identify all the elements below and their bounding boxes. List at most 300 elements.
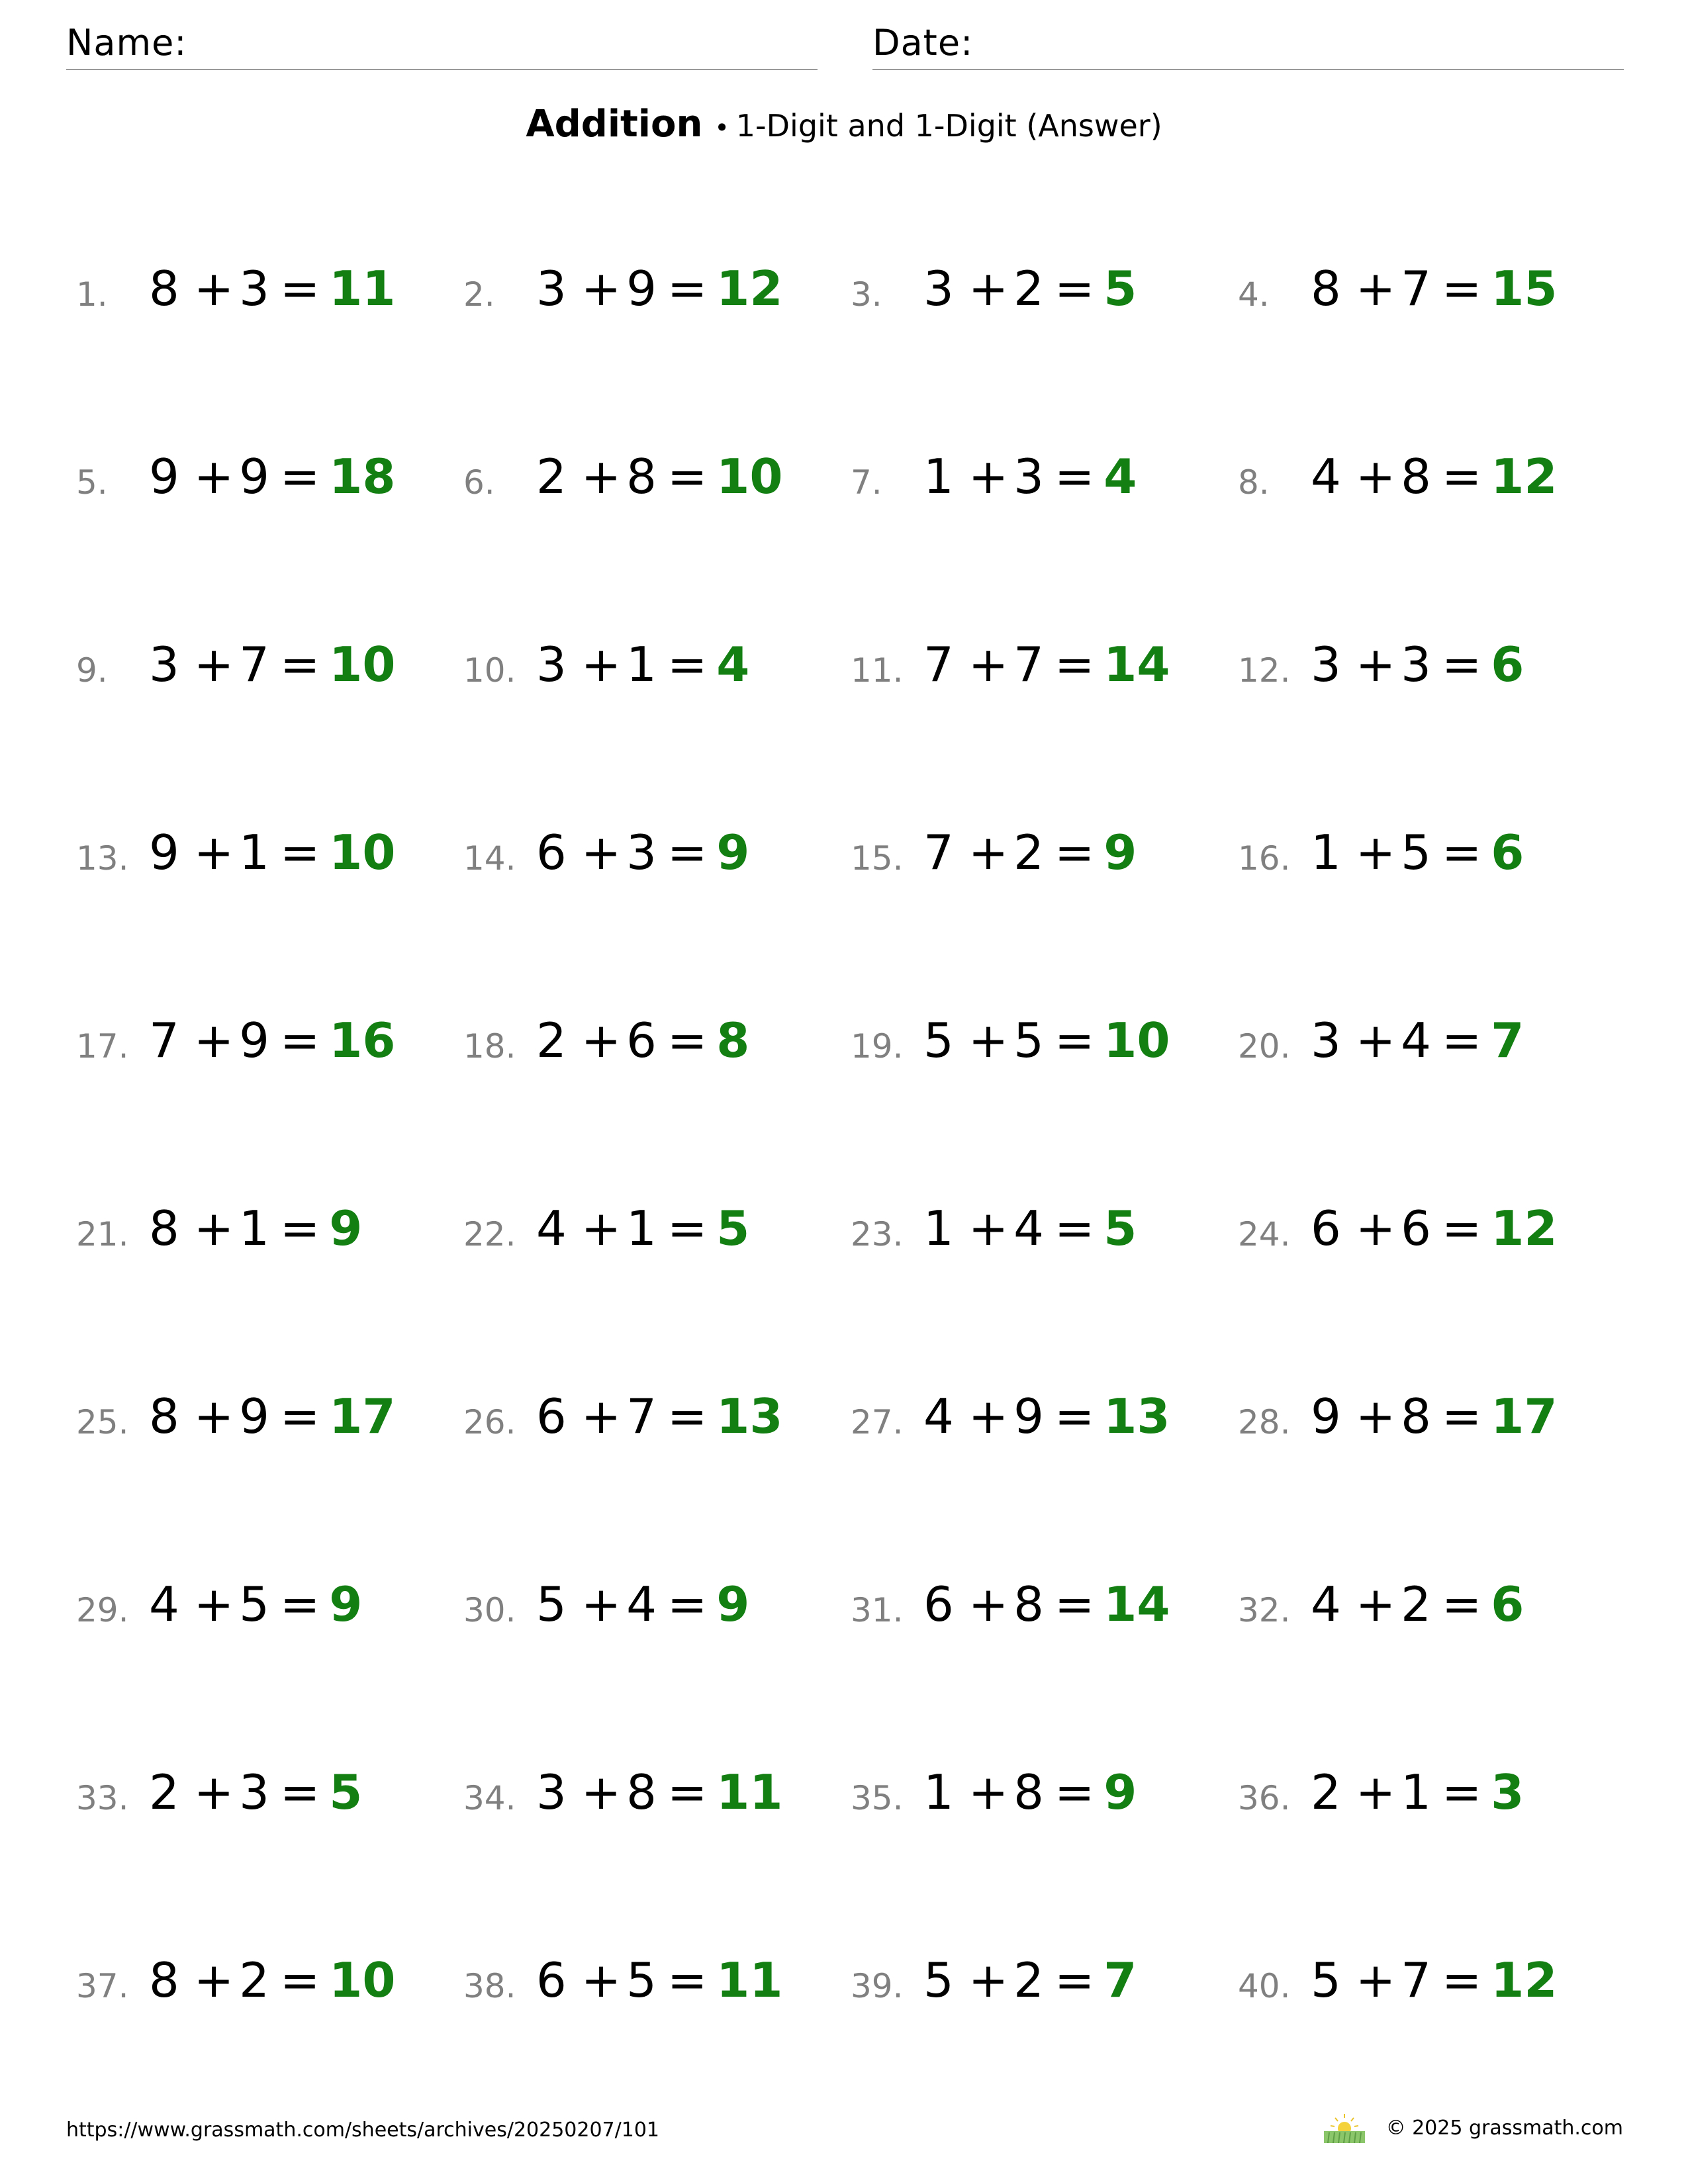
first-addend: 2 xyxy=(1311,1764,1341,1820)
problem-item xyxy=(463,1013,847,1096)
first-addend: 4 xyxy=(1311,449,1341,504)
first-addend: 3 xyxy=(536,261,567,316)
plus-operator: + xyxy=(968,449,1009,504)
problem-number: 26. xyxy=(463,1403,516,1441)
equals-sign: = xyxy=(279,1764,320,1820)
problem-number: 11. xyxy=(851,651,904,690)
problem-item xyxy=(76,1013,460,1096)
equals-sign: = xyxy=(279,1576,320,1632)
problem-item xyxy=(463,261,847,344)
equals-sign: = xyxy=(1054,449,1095,504)
answer: 5 xyxy=(1103,261,1137,316)
problem-equation xyxy=(536,449,783,504)
problem-equation xyxy=(149,1952,396,2008)
problem-number: 9. xyxy=(76,651,108,690)
first-addend: 3 xyxy=(536,637,567,692)
date-label: Date: xyxy=(872,22,974,64)
problem-number: 22. xyxy=(463,1215,516,1253)
problem-item xyxy=(76,637,460,720)
second-addend: 6 xyxy=(1401,1201,1431,1256)
second-addend: 7 xyxy=(626,1388,657,1444)
first-addend: 3 xyxy=(149,637,179,692)
footer-url[interactable]: https://www.grassmath.com/sheets/archives/20250207/101 xyxy=(66,2118,660,2142)
answer: 4 xyxy=(1103,449,1137,504)
second-addend: 8 xyxy=(626,1764,657,1820)
equals-sign: = xyxy=(667,637,708,692)
plus-operator: + xyxy=(968,1576,1009,1632)
problem-item xyxy=(851,1013,1235,1096)
plus-operator: + xyxy=(193,637,234,692)
first-addend: 4 xyxy=(149,1576,179,1632)
second-addend: 5 xyxy=(1401,825,1431,880)
second-addend: 3 xyxy=(239,1764,269,1820)
problem-item xyxy=(851,1576,1235,1660)
answer: 5 xyxy=(1103,1201,1137,1256)
first-addend: 3 xyxy=(1311,637,1341,692)
problem-equation xyxy=(923,825,1137,880)
problem-number: 36. xyxy=(1238,1779,1291,1817)
second-addend: 9 xyxy=(239,1013,269,1068)
problem-number: 37. xyxy=(76,1967,129,2005)
plus-operator: + xyxy=(968,825,1009,880)
problem-equation xyxy=(149,1576,363,1632)
problem-number: 30. xyxy=(463,1591,516,1629)
first-addend: 5 xyxy=(1311,1952,1341,2008)
answer: 9 xyxy=(716,825,750,880)
answer: 13 xyxy=(1103,1388,1170,1444)
equals-sign: = xyxy=(667,825,708,880)
plus-operator: + xyxy=(968,261,1009,316)
problem-equation xyxy=(1311,1388,1558,1444)
problem-number: 40. xyxy=(1238,1967,1291,2005)
problem-equation xyxy=(1311,1764,1524,1820)
problem-number: 8. xyxy=(1238,463,1270,502)
problem-item xyxy=(76,1764,460,1848)
answer: 10 xyxy=(716,449,783,504)
second-addend: 8 xyxy=(626,449,657,504)
first-addend: 6 xyxy=(536,1952,567,2008)
problem-number: 14. xyxy=(463,839,516,878)
grass-sun-logo-icon xyxy=(1323,2113,1366,2144)
plus-operator: + xyxy=(193,1952,234,2008)
equals-sign: = xyxy=(279,1013,320,1068)
title-bullet: • xyxy=(714,113,729,142)
problem-number: 3. xyxy=(851,275,882,314)
problem-equation xyxy=(536,1388,783,1444)
equals-sign: = xyxy=(279,825,320,880)
problem-item xyxy=(1238,1764,1622,1848)
second-addend: 2 xyxy=(1013,825,1044,880)
plus-operator: + xyxy=(581,825,622,880)
second-addend: 9 xyxy=(239,1388,269,1444)
plus-operator: + xyxy=(968,1764,1009,1820)
equals-sign: = xyxy=(279,1201,320,1256)
first-addend: 8 xyxy=(149,1201,179,1256)
plus-operator: + xyxy=(581,1764,622,1820)
problem-number: 39. xyxy=(851,1967,904,2005)
problem-equation xyxy=(149,1764,363,1820)
equals-sign: = xyxy=(1054,1201,1095,1256)
problem-equation xyxy=(149,637,396,692)
first-addend: 4 xyxy=(1311,1576,1341,1632)
second-addend: 7 xyxy=(239,637,269,692)
problem-number: 12. xyxy=(1238,651,1291,690)
problem-number: 33. xyxy=(76,1779,129,1817)
first-addend: 2 xyxy=(149,1764,179,1820)
problem-number: 21. xyxy=(76,1215,129,1253)
first-addend: 8 xyxy=(149,1952,179,2008)
problem-number: 23. xyxy=(851,1215,904,1253)
problem-item xyxy=(76,1388,460,1472)
plus-operator: + xyxy=(1355,1013,1396,1068)
problem-equation xyxy=(536,1013,750,1068)
second-addend: 5 xyxy=(1013,1013,1044,1068)
equals-sign: = xyxy=(667,1013,708,1068)
second-addend: 2 xyxy=(1401,1576,1431,1632)
problem-equation xyxy=(149,825,396,880)
equals-sign: = xyxy=(1054,1764,1095,1820)
problem-number: 5. xyxy=(76,463,108,502)
second-addend: 3 xyxy=(1013,449,1044,504)
equals-sign: = xyxy=(667,449,708,504)
problem-number: 38. xyxy=(463,1967,516,2005)
plus-operator: + xyxy=(193,261,234,316)
first-addend: 4 xyxy=(923,1388,954,1444)
problem-item xyxy=(76,1201,460,1284)
problem-number: 29. xyxy=(76,1591,129,1629)
second-addend: 7 xyxy=(1013,637,1044,692)
first-addend: 1 xyxy=(1311,825,1341,880)
equals-sign: = xyxy=(1054,1576,1095,1632)
equals-sign: = xyxy=(667,1388,708,1444)
problem-number: 34. xyxy=(463,1779,516,1817)
problem-number: 6. xyxy=(463,463,495,502)
second-addend: 2 xyxy=(1013,261,1044,316)
answer: 7 xyxy=(1103,1952,1137,2008)
problem-equation xyxy=(149,261,396,316)
problem-item xyxy=(463,1576,847,1660)
plus-operator: + xyxy=(581,637,622,692)
problem-item xyxy=(76,825,460,908)
second-addend: 2 xyxy=(239,1952,269,2008)
problem-equation xyxy=(1311,449,1558,504)
first-addend: 1 xyxy=(923,449,954,504)
second-addend: 1 xyxy=(626,1201,657,1256)
plus-operator: + xyxy=(193,1576,234,1632)
problem-item xyxy=(851,1201,1235,1284)
first-addend: 7 xyxy=(923,825,954,880)
problem-number: 13. xyxy=(76,839,129,878)
problem-equation xyxy=(536,1952,783,2008)
second-addend: 3 xyxy=(1401,637,1431,692)
problem-equation xyxy=(536,1576,750,1632)
plus-operator: + xyxy=(968,1388,1009,1444)
problem-item xyxy=(463,1764,847,1848)
problem-equation xyxy=(923,1388,1170,1444)
equals-sign: = xyxy=(1441,637,1482,692)
answer: 7 xyxy=(1491,1013,1524,1068)
problem-item xyxy=(851,825,1235,908)
equals-sign: = xyxy=(1054,637,1095,692)
problem-number: 10. xyxy=(463,651,516,690)
answer: 16 xyxy=(329,1013,396,1068)
problem-number: 4. xyxy=(1238,275,1270,314)
second-addend: 3 xyxy=(239,261,269,316)
equals-sign: = xyxy=(279,449,320,504)
plus-operator: + xyxy=(968,1201,1009,1256)
problem-equation xyxy=(1311,637,1524,692)
problem-item xyxy=(1238,449,1622,532)
answer: 11 xyxy=(716,1952,783,2008)
second-addend: 9 xyxy=(626,261,657,316)
equals-sign: = xyxy=(667,1764,708,1820)
second-addend: 5 xyxy=(239,1576,269,1632)
second-addend: 4 xyxy=(1401,1013,1431,1068)
answer: 14 xyxy=(1103,637,1170,692)
problem-equation xyxy=(1311,1013,1524,1068)
first-addend: 1 xyxy=(923,1201,954,1256)
problem-number: 25. xyxy=(76,1403,129,1441)
problem-number: 17. xyxy=(76,1027,129,1066)
problem-item xyxy=(76,449,460,532)
plus-operator: + xyxy=(1355,1764,1396,1820)
second-addend: 6 xyxy=(626,1013,657,1068)
answer: 14 xyxy=(1103,1576,1170,1632)
problem-number: 20. xyxy=(1238,1027,1291,1066)
problem-item xyxy=(1238,825,1622,908)
second-addend: 7 xyxy=(1401,261,1431,316)
plus-operator: + xyxy=(581,1201,622,1256)
copyright-text: © 2025 grassmath.com xyxy=(1385,2116,1623,2140)
plus-operator: + xyxy=(581,261,622,316)
problem-item xyxy=(76,1952,460,2036)
second-addend: 5 xyxy=(626,1952,657,2008)
second-addend: 2 xyxy=(1013,1952,1044,2008)
first-addend: 5 xyxy=(923,1013,954,1068)
equals-sign: = xyxy=(1441,1764,1482,1820)
problem-item xyxy=(463,449,847,532)
equals-sign: = xyxy=(1441,1388,1482,1444)
second-addend: 8 xyxy=(1013,1576,1044,1632)
problem-number: 7. xyxy=(851,463,882,502)
second-addend: 4 xyxy=(626,1576,657,1632)
first-addend: 6 xyxy=(1311,1201,1341,1256)
problem-equation xyxy=(923,1201,1137,1256)
equals-sign: = xyxy=(279,637,320,692)
problem-equation xyxy=(536,1764,783,1820)
plus-operator: + xyxy=(193,1388,234,1444)
second-addend: 4 xyxy=(1013,1201,1044,1256)
problem-item xyxy=(1238,1952,1622,2036)
answer: 6 xyxy=(1491,637,1524,692)
problem-equation xyxy=(536,825,750,880)
equals-sign: = xyxy=(1441,1201,1482,1256)
problem-equation xyxy=(1311,825,1524,880)
answer: 12 xyxy=(1491,449,1558,504)
answer: 9 xyxy=(329,1201,363,1256)
problem-item xyxy=(851,637,1235,720)
answer: 9 xyxy=(1103,825,1137,880)
problem-equation xyxy=(1311,261,1558,316)
equals-sign: = xyxy=(1054,825,1095,880)
first-addend: 6 xyxy=(536,1388,567,1444)
plus-operator: + xyxy=(1355,1388,1396,1444)
first-addend: 3 xyxy=(1311,1013,1341,1068)
second-addend: 9 xyxy=(239,449,269,504)
answer: 5 xyxy=(329,1764,363,1820)
problem-item xyxy=(1238,1576,1622,1660)
answer: 6 xyxy=(1491,825,1524,880)
equals-sign: = xyxy=(667,1201,708,1256)
answer: 10 xyxy=(329,637,396,692)
problem-equation xyxy=(1311,1201,1558,1256)
equals-sign: = xyxy=(1441,261,1482,316)
answer: 13 xyxy=(716,1388,783,1444)
problem-item xyxy=(851,1388,1235,1472)
equals-sign: = xyxy=(1054,1013,1095,1068)
answer: 12 xyxy=(716,261,783,316)
plus-operator: + xyxy=(1355,449,1396,504)
answer: 12 xyxy=(1491,1952,1558,2008)
footer-branding xyxy=(1323,2113,1623,2144)
second-addend: 1 xyxy=(239,1201,269,1256)
first-addend: 2 xyxy=(536,449,567,504)
problem-item xyxy=(851,261,1235,344)
problem-equation xyxy=(923,261,1137,316)
answer: 17 xyxy=(329,1388,396,1444)
title-subtitle: 1-Digit and 1-Digit (Answer) xyxy=(735,108,1162,144)
problem-number: 35. xyxy=(851,1779,904,1817)
problem-item xyxy=(1238,261,1622,344)
problem-item xyxy=(1238,1201,1622,1284)
first-addend: 7 xyxy=(149,1013,179,1068)
answer: 3 xyxy=(1491,1764,1524,1820)
first-addend: 5 xyxy=(923,1952,954,2008)
answer: 12 xyxy=(1491,1201,1558,1256)
problem-equation xyxy=(149,1201,363,1256)
first-addend: 6 xyxy=(536,825,567,880)
equals-sign: = xyxy=(1054,261,1095,316)
first-addend: 6 xyxy=(923,1576,954,1632)
title-main: Addition xyxy=(526,103,703,146)
plus-operator: + xyxy=(968,1952,1009,2008)
answer: 10 xyxy=(329,825,396,880)
answer: 9 xyxy=(716,1576,750,1632)
plus-operator: + xyxy=(193,1013,234,1068)
first-addend: 9 xyxy=(1311,1388,1341,1444)
answer: 10 xyxy=(329,1952,396,2008)
plus-operator: + xyxy=(193,1764,234,1820)
equals-sign: = xyxy=(1441,1576,1482,1632)
problem-item xyxy=(463,1952,847,2036)
equals-sign: = xyxy=(279,1952,320,2008)
problem-number: 19. xyxy=(851,1027,904,1066)
first-addend: 1 xyxy=(923,1764,954,1820)
problem-item xyxy=(851,449,1235,532)
equals-sign: = xyxy=(279,1388,320,1444)
equals-sign: = xyxy=(1441,449,1482,504)
problem-equation xyxy=(149,449,396,504)
plus-operator: + xyxy=(1355,637,1396,692)
answer: 9 xyxy=(1103,1764,1137,1820)
equals-sign: = xyxy=(1441,825,1482,880)
plus-operator: + xyxy=(193,825,234,880)
plus-operator: + xyxy=(1355,1201,1396,1256)
equals-sign: = xyxy=(1054,1388,1095,1444)
problem-equation xyxy=(1311,1952,1558,2008)
problem-equation xyxy=(923,1952,1137,2008)
plus-operator: + xyxy=(581,449,622,504)
plus-operator: + xyxy=(193,1201,234,1256)
answer: 4 xyxy=(716,637,750,692)
problem-item xyxy=(76,261,460,344)
problem-number: 15. xyxy=(851,839,904,878)
second-addend: 1 xyxy=(239,825,269,880)
problem-number: 16. xyxy=(1238,839,1291,878)
problem-equation xyxy=(923,1576,1170,1632)
problem-number: 32. xyxy=(1238,1591,1291,1629)
second-addend: 3 xyxy=(626,825,657,880)
problem-item xyxy=(851,1764,1235,1848)
first-addend: 5 xyxy=(536,1576,567,1632)
problem-equation xyxy=(149,1388,396,1444)
problem-equation xyxy=(536,1201,750,1256)
problem-item xyxy=(1238,1013,1622,1096)
problem-item xyxy=(1238,637,1622,720)
first-addend: 8 xyxy=(1311,261,1341,316)
second-addend: 8 xyxy=(1013,1764,1044,1820)
problem-equation xyxy=(1311,1576,1524,1632)
plus-operator: + xyxy=(1355,825,1396,880)
equals-sign: = xyxy=(1441,1952,1482,2008)
problem-item xyxy=(463,1201,847,1284)
answer: 6 xyxy=(1491,1576,1524,1632)
problem-item xyxy=(851,1952,1235,2036)
problem-number: 24. xyxy=(1238,1215,1291,1253)
plus-operator: + xyxy=(581,1952,622,2008)
first-addend: 2 xyxy=(536,1013,567,1068)
plus-operator: + xyxy=(968,1013,1009,1068)
problem-number: 31. xyxy=(851,1591,904,1629)
answer: 5 xyxy=(716,1201,750,1256)
answer: 11 xyxy=(716,1764,783,1820)
second-addend: 7 xyxy=(1401,1952,1431,2008)
problem-number: 2. xyxy=(463,275,495,314)
equals-sign: = xyxy=(1054,1952,1095,2008)
problem-number: 28. xyxy=(1238,1403,1291,1441)
second-addend: 1 xyxy=(1401,1764,1431,1820)
plus-operator: + xyxy=(968,637,1009,692)
plus-operator: + xyxy=(1355,1576,1396,1632)
problem-number: 18. xyxy=(463,1027,516,1066)
problem-equation xyxy=(923,1764,1137,1820)
plus-operator: + xyxy=(581,1013,622,1068)
second-addend: 1 xyxy=(626,637,657,692)
first-addend: 3 xyxy=(536,1764,567,1820)
equals-sign: = xyxy=(667,1576,708,1632)
equals-sign: = xyxy=(667,1952,708,2008)
problem-item xyxy=(1238,1388,1622,1472)
problem-number: 27. xyxy=(851,1403,904,1441)
first-addend: 8 xyxy=(149,1388,179,1444)
problem-item xyxy=(463,637,847,720)
answer: 15 xyxy=(1491,261,1558,316)
problem-equation xyxy=(536,637,750,692)
first-addend: 8 xyxy=(149,261,179,316)
second-addend: 8 xyxy=(1401,449,1431,504)
plus-operator: + xyxy=(193,449,234,504)
first-addend: 7 xyxy=(923,637,954,692)
